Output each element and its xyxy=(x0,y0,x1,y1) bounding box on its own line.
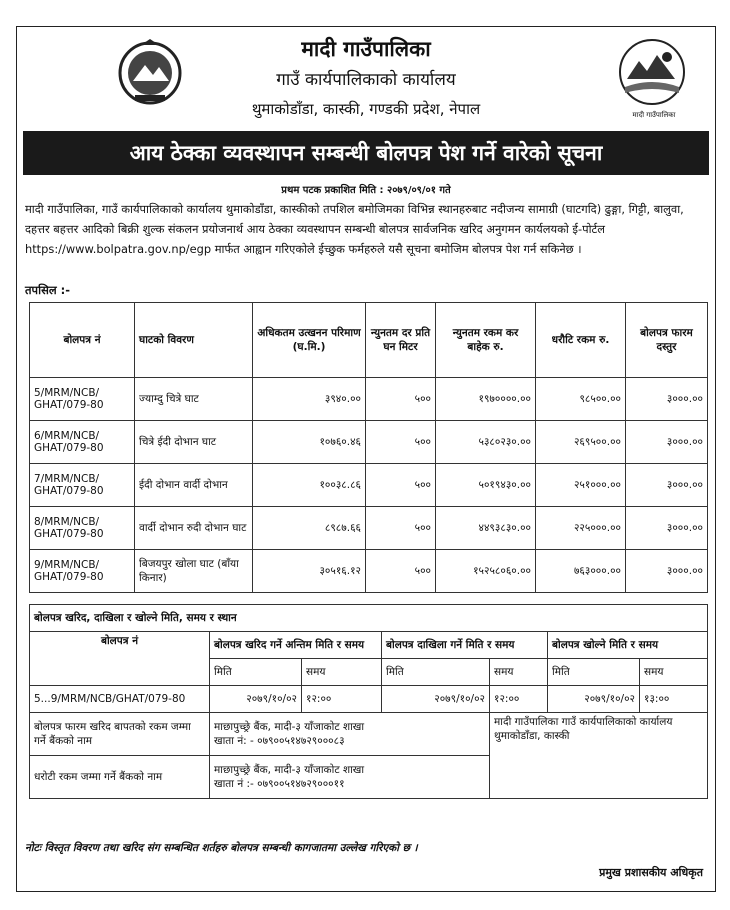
office-location: मादी गाउँपालिका गाउँ कार्यपालिकाको कार्यालय थुमाकोडाँडा, कास्की xyxy=(490,713,708,799)
min-rate: ५०० xyxy=(366,507,436,550)
footer-note: नोटः विस्तृत विवरण तथा खरिद संग सम्बन्धित शर्तहरु बोलपत्र सम्बन्धी कागजातमा उल्लेख गरिएको छ । xyxy=(25,842,418,854)
form-bank-label: बोलपत्र फारम खरिद बापतको रकम जम्मा गर्ने बैंकको नाम xyxy=(30,713,210,756)
dakhila-column-header: बोलपत्र दाखिला गर्ने मिति र समय xyxy=(382,632,548,659)
kholne-time: १३:०० xyxy=(640,686,708,713)
column-header: न्युनतम दर प्रति घन मिटर xyxy=(366,303,436,378)
deposit-amount: ९८५००.०० xyxy=(536,378,626,421)
office-address: थुमाकोडाँडा, कास्की, गण्डकी प्रदेश, नेपाल xyxy=(251,100,481,118)
table-row xyxy=(30,378,708,421)
bolpatra-column-header: बोलपत्र नं xyxy=(30,632,210,686)
deposit-bank-value xyxy=(210,756,490,799)
miti-header: मिति xyxy=(382,659,490,686)
ghat-description: चित्रे ईदी दोभान घाट xyxy=(135,421,253,464)
min-rate: ५०० xyxy=(366,421,436,464)
form-bank-value xyxy=(210,713,490,756)
deposit-bank-account: खाता नं :- ०७९००५१४७२९०००११ xyxy=(214,778,345,790)
table-row xyxy=(30,507,708,550)
form-fee: ३०००.०० xyxy=(626,464,708,507)
schedule-bolpatra-id: 5...9/MRM/NCB/GHAT/079-80 xyxy=(30,686,210,713)
dakhila-date: २०७९/१०/०२ xyxy=(382,686,490,713)
table-header-row xyxy=(30,303,708,378)
schedule-table xyxy=(29,604,708,799)
bolpatra-no: 6/MRM/NCB/ GHAT/079-80 xyxy=(30,421,135,464)
notice-paragraph: मादी गाउँपालिका, गाउँ कार्यपालिकाको कार्यालय थुमाकोडाँडा, कास्कीको तपशिल बमोजिमका विभिन्न स्थानहरुबाट नदीजन्य सामाग्री (घाटगदि) ढुङ्गा, गिट्टी, बालुवा, दहत्तर बहत्तर आदिको बिक्री शुल्क संकलन प्रयोजनार्थ आय ठेक्का व्यवस्थापन सम्बन्धी बोलपत्र सार्वजनिक खरिद अनुगमन कार्यलयको ई-पोर्टल https://www.bolpatra.gov.np/egp मार्फत आह्वान गरिएकोले ईच्छुक फर्महरुले यसै सूचना बमोजिम बोलपत्र पेश गर्न सकिनेछ । xyxy=(25,202,684,256)
deposit-amount: २५१०००.०० xyxy=(536,464,626,507)
min-rate: ५०० xyxy=(366,550,436,593)
max-quantity: ८९८७.६६ xyxy=(253,507,366,550)
min-amount: ५३८०२३०.०० xyxy=(436,421,536,464)
schedule-caption: बोलपत्र खरिद, दाखिला र खोल्ने मिति, समय र स्थान xyxy=(30,605,708,632)
miti-header: मिति xyxy=(210,659,302,686)
form-bank-name: माछापुच्छ्रे बैंक, मादी-३ याँजाकोट शाखा xyxy=(214,721,365,733)
table-row xyxy=(30,550,708,593)
column-header: बोलपत्र नं xyxy=(30,303,135,378)
ghat-description: ईदी दोभान वार्दी दोभान xyxy=(135,464,253,507)
tapasil-label: तपसिल :- xyxy=(25,283,71,297)
max-quantity: १०७६०.४६ xyxy=(253,421,366,464)
municipality-name: मादी गाउँपालिका xyxy=(301,37,431,61)
form-fee: ३०००.०० xyxy=(626,507,708,550)
form-fee: ३०००.०० xyxy=(626,421,708,464)
column-header: अधिकतम उत्खनन परिमाण (घ.मि.) xyxy=(253,303,366,378)
column-header: धरौटि रकम रु. xyxy=(536,303,626,378)
schedule-header-row xyxy=(30,632,708,659)
deposit-bank-label: धरोटी रकम जम्मा गर्ने बैंकको नाम xyxy=(30,756,210,799)
kholne-column-header: बोलपत्र खोल्ने मिति र समय xyxy=(548,632,708,659)
published-date: प्रथम पटक प्रकाशित मिति : २०७९/०९/०१ गते xyxy=(281,185,451,196)
form-fee: ३०००.०० xyxy=(626,550,708,593)
form-bank-row xyxy=(30,713,708,756)
deposit-amount: २२५०००.०० xyxy=(536,507,626,550)
kharid-time: १२:०० xyxy=(302,686,382,713)
kholne-date: २०७९/१०/०२ xyxy=(548,686,640,713)
miti-header: मिति xyxy=(548,659,640,686)
signature-title: प्रमुख प्रशासकीय अधिकृत xyxy=(599,866,703,879)
table-row xyxy=(30,464,708,507)
column-header: घाटको विवरण xyxy=(135,303,253,378)
ghat-description: ज्याम्दु चित्रे घाट xyxy=(135,378,253,421)
municipality-logo xyxy=(617,37,687,107)
max-quantity: ३०५१६.१२ xyxy=(253,550,366,593)
min-amount: ५०१९४३०.०० xyxy=(436,464,536,507)
column-header: न्युनतम रकम कर बाहेक रु. xyxy=(436,303,536,378)
min-rate: ५०० xyxy=(366,378,436,421)
samay-header: समय xyxy=(302,659,382,686)
deposit-amount: ७६३०००.०० xyxy=(536,550,626,593)
samay-header: समय xyxy=(490,659,548,686)
bolpatra-no: 9/MRM/NCB/ GHAT/079-80 xyxy=(30,550,135,593)
max-quantity: १००३८.८६ xyxy=(253,464,366,507)
min-rate: ५०० xyxy=(366,464,436,507)
table-row xyxy=(30,421,708,464)
ghat-table xyxy=(29,302,708,593)
logo-caption: मादी गाउँपालिका xyxy=(632,111,676,119)
deposit-bank-name: माछापुच्छ्रे बैंक, मादी-३ याँजाकोट शाखा xyxy=(214,764,365,776)
column-header: बोलपत्र फारम दस्तुर xyxy=(626,303,708,378)
bolpatra-no: 8/MRM/NCB/ GHAT/079-80 xyxy=(30,507,135,550)
header xyxy=(17,27,715,131)
notice-frame xyxy=(16,26,716,892)
form-fee: ३०००.०० xyxy=(626,378,708,421)
ghat-description: बिजयपुर खोला घाट (बाँया किनार) xyxy=(135,550,253,593)
deposit-amount: २६९५००.०० xyxy=(536,421,626,464)
bolpatra-no: 5/MRM/NCB/ GHAT/079-80 xyxy=(30,378,135,421)
kharid-date: २०७९/१०/०२ xyxy=(210,686,302,713)
notice-title-banner: आय ठेक्का व्यवस्थापन सम्बन्धी बोलपत्र पेश गर्ने वारेको सूचना xyxy=(23,131,709,175)
schedule-row xyxy=(30,686,708,713)
form-bank-account: खाता नं: - ०७९००५१४७२९०००८३ xyxy=(214,735,345,747)
bolpatra-no: 7/MRM/NCB/ GHAT/079-80 xyxy=(30,464,135,507)
ghat-description: वार्दी दोभान रुदी दोभान घाट xyxy=(135,507,253,550)
min-amount: १५२५८०६०.०० xyxy=(436,550,536,593)
max-quantity: ३९४०.०० xyxy=(253,378,366,421)
min-amount: १९७००००.०० xyxy=(436,378,536,421)
office-name: गाउँ कार्यपालिकाको कार्यालय xyxy=(276,70,456,90)
dakhila-time: १२:०० xyxy=(490,686,548,713)
min-amount: ४४९३८३०.०० xyxy=(436,507,536,550)
schedule-caption-row xyxy=(30,605,708,632)
kharid-column-header: बोलपत्र खरिद गर्ने अन्तिम मिति र समय xyxy=(210,632,382,659)
samay-header: समय xyxy=(640,659,708,686)
